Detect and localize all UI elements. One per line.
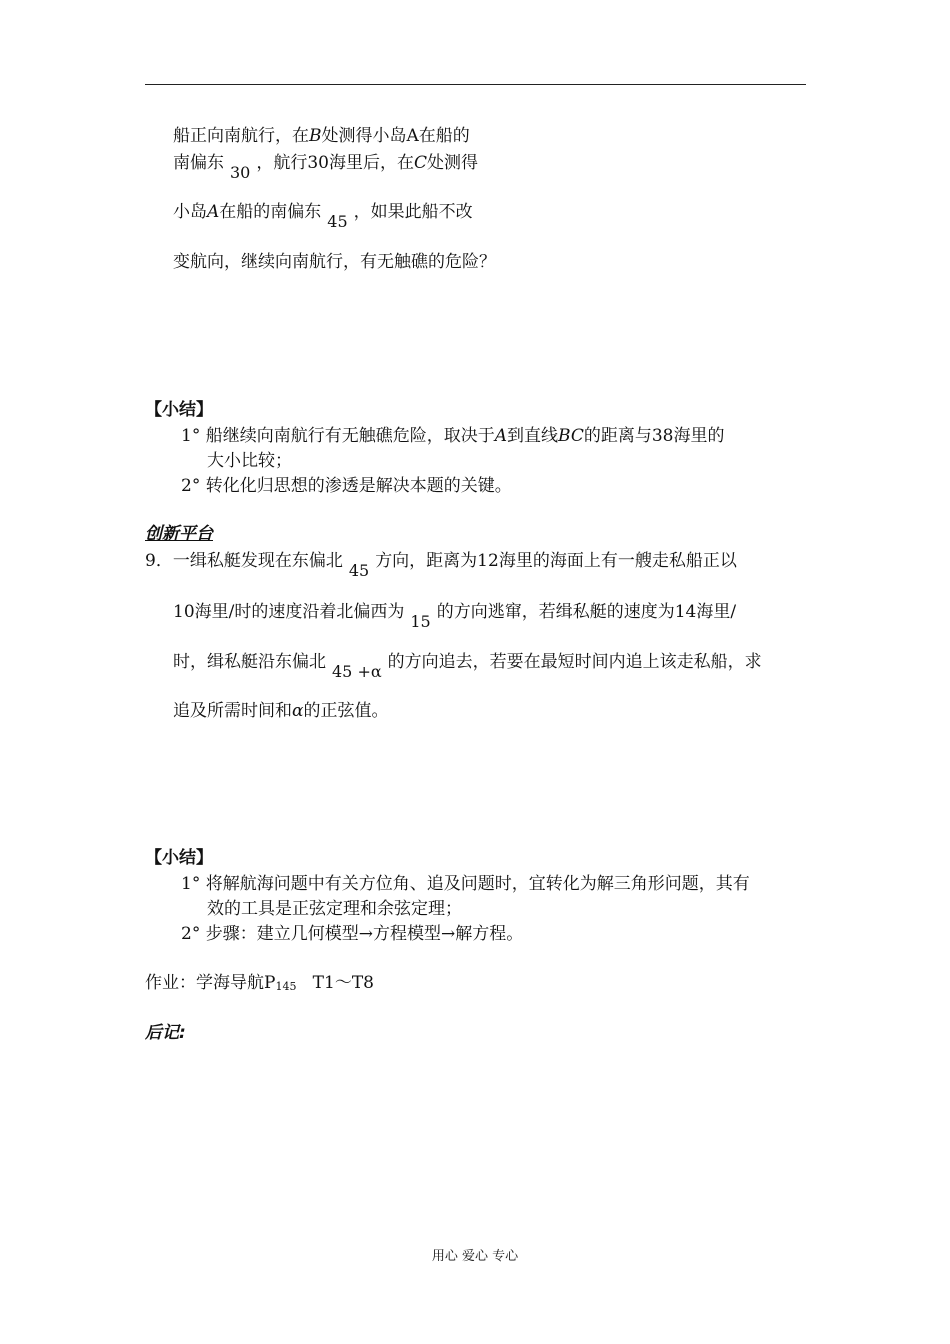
summary1-heading: 【小结】 <box>145 400 213 420</box>
problem8-line4: 变航向，继续向南航行，有无触礁的危险？ <box>173 252 496 272</box>
problem9-line1: 9．一缉私艇发现在东偏北 45 方向，距离为12海里的海面上有一艘走私船正以 <box>145 551 737 580</box>
problem8-line2: 南偏东 30 ，航行30海里后，在C处测得 <box>173 153 479 182</box>
summary2-point2: 2° 步骤：建立几何模型→方程模型→解方程。 <box>181 924 524 944</box>
problem9-line2: 10海里/时的速度沿着北偏西为 15 的方向逃窜，若缉私艇的速度为14海里/ <box>173 602 737 631</box>
summary2-heading: 【小结】 <box>145 848 213 868</box>
summary2-point1-cont: 效的工具是正弦定理和余弦定理； <box>207 899 462 919</box>
homework-line: 作业：学海导航P145 T1～T8 <box>145 973 374 993</box>
problem9-line3: 时，缉私艇沿东偏北 45 +α 的方向追去，若要在最短时间内追上该走私船，求 <box>173 652 762 681</box>
summary1-point2: 2° 转化化归思想的渗透是解决本题的关键。 <box>181 476 512 496</box>
problem8-line1: 船正向南航行，在B处测得小岛A在船的 <box>173 126 470 146</box>
summary1-point1: 1° 船继续向南航行有无触礁危险，取决于A到直线BC的距离与38海里的 <box>181 426 725 446</box>
page-footer: 用心 爱心 专心 <box>431 1249 519 1264</box>
problem9-line4: 追及所需时间和α的正弦值。 <box>173 701 389 721</box>
postscript-title: 后记: <box>145 1023 186 1043</box>
summary1-point1-cont: 大小比较； <box>207 451 292 471</box>
header-rule <box>145 84 806 85</box>
innovation-title: 创新平台 <box>145 524 213 544</box>
summary2-point1: 1° 将解航海问题中有关方位角、追及问题时，宜转化为解三角形问题，其有 <box>181 874 750 894</box>
problem8-line3: 小岛A在船的南偏东 45 ，如果此船不改 <box>173 202 473 231</box>
